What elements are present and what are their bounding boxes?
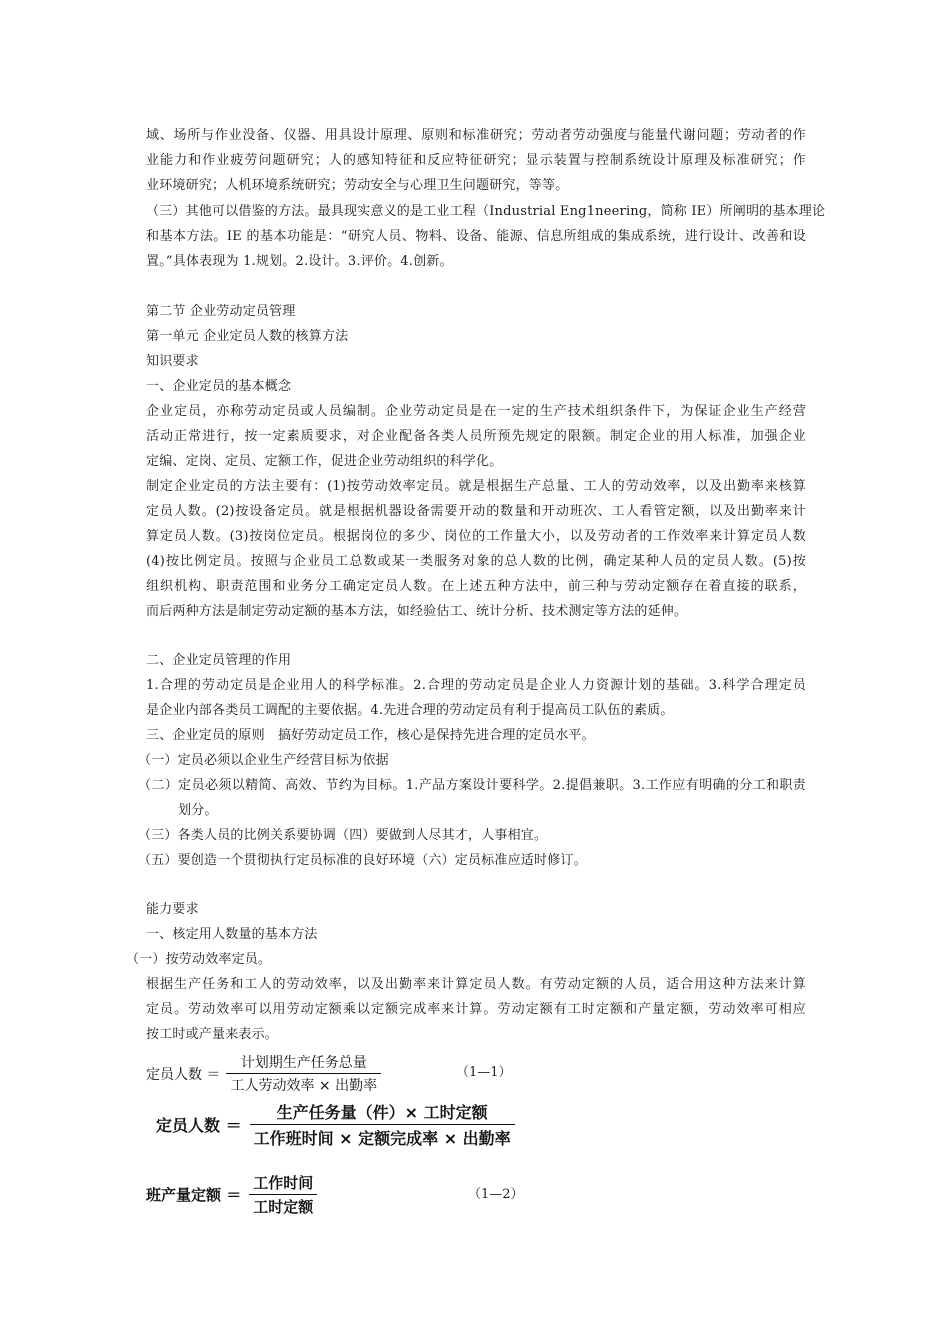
paragraph-line: (4)按比例定员。按照与企业员工总数或某一类服务对象的总人数的比例，确定某种人员的定员人数。(5)按 bbox=[146, 554, 806, 569]
formula-1-1 bbox=[146, 1052, 381, 1095]
fraction-denominator: 工作班时间 × 定额完成率 × 出勤率 bbox=[250, 1124, 515, 1149]
formula-1-2 bbox=[146, 1172, 317, 1217]
subheading: 三、企业定员的原则 搞好劳动定员工作，核心是保持先进合理的定员水平。 bbox=[146, 728, 595, 743]
fraction bbox=[249, 1172, 317, 1217]
paragraph-line: 企业定员，亦称劳动定员或人员编制。企业劳动定员是在一定的生产技术组织条件下，为保证企业生产经营 bbox=[146, 404, 806, 419]
subheading: 二、企业定员管理的作用 bbox=[146, 653, 292, 668]
section-heading: 第二节 企业劳动定员管理 bbox=[146, 304, 296, 319]
subheading: 知识要求 bbox=[146, 354, 199, 369]
paragraph-line: 按工时或产量来表示。 bbox=[146, 1027, 279, 1042]
paragraph-line: 1.合理的劳动定员是企业用人的科学标准。2.合理的劳动定员是企业人力资源计划的基础。3.科学合理定员 bbox=[146, 678, 806, 693]
paragraph-line: 定编、定岗、定员、定额工作，促进企业劳动组织的科学化。 bbox=[146, 454, 503, 469]
paragraph-line: 制定企业定员的方法主要有：(1)按劳动效率定员。就是根据生产总量、工人的劳动效率，以及出勤率来核算 bbox=[146, 479, 806, 494]
list-item: （五）要创造一个贯彻执行定员标准的良好环境（六）定员标准应适时修订。 bbox=[138, 853, 587, 868]
unit-heading: 第一单元 企业定员人数的核算方法 bbox=[146, 329, 349, 344]
fraction-numerator: 工作时间 bbox=[253, 1174, 314, 1192]
list-item-continuation: 划分。 bbox=[178, 803, 218, 818]
paragraph-line: 定员。劳动效率可以用劳动定额乘以定额完成率来计算。劳动定额有工时定额和产量定额，劳动效率可相应 bbox=[146, 1002, 806, 1017]
list-item: （一）按劳动效率定员。 bbox=[126, 952, 272, 967]
paragraph-line: 定员人数。(2)按设备定员。就是根据机器设备需要开动的数量和开动班次、工人看管定额，以及出勤率来计 bbox=[146, 504, 806, 519]
paragraph-line: 根据生产任务和工人的劳动效率，以及出勤率来计算定员人数。有劳动定额的人员，适合用这种方法来计算 bbox=[146, 977, 806, 992]
list-item: （一）定员必须以企业生产经营目标为依据 bbox=[138, 753, 389, 768]
paragraph-line: 活动正常进行，按一定素质要求，对企业配备各类人员所预先规定的限额。制定企业的用人标准，加强企业 bbox=[146, 429, 806, 444]
subheading: 一、企业定员的基本概念 bbox=[146, 379, 292, 394]
paragraph-line: 业能力和作业疲劳问题研究；人的感知特征和反应特征研究；显示装置与控制系统设计原理及标准研究；作 bbox=[146, 153, 806, 168]
fraction bbox=[226, 1052, 381, 1095]
equation-number: （1—1） bbox=[456, 1065, 512, 1080]
paragraph-line: 算定员人数。(3)按岗位定员。根据岗位的多少、岗位的工作量大小，以及劳动者的工作效率来计算定员人数 bbox=[146, 529, 806, 544]
list-item: （三）各类人员的比例关系要协调（四）要做到人尽其才，人事相宜。 bbox=[138, 828, 548, 843]
formula-lhs: 定员人数 ＝ bbox=[146, 1066, 221, 1083]
paragraph-line: 域、场所与作业没备、仪器、用具设计原理、原则和标准研究；劳动者劳动强度与能量代谢问题；劳动者的作 bbox=[146, 128, 806, 143]
paragraph-line: 业环境研究；人机环境系统研究；劳动安全与心理卫生问题研究，等等。 bbox=[146, 178, 569, 193]
formula-lhs: 定员人数 ＝ bbox=[156, 1116, 242, 1135]
paragraph-line: 是企业内部各类员工调配的主要依据。4.先进合理的劳动定员有利于提高员工队伍的素质。 bbox=[146, 703, 674, 718]
paragraph-line: 而后两种方法是制定劳动定额的基本方法，如经验估工、统计分析、技术测定等方法的延伸。 bbox=[146, 604, 688, 619]
paragraph-line: 和基本方法。IE 的基本功能是：“研究人员、物料、设备、能源、信息所组成的集成系统，进行设计、改善和设 bbox=[146, 229, 806, 244]
list-item: （二）定员必须以精简、高效、节约为目标。1.产品方案设计要科学。2.提倡兼职。3.工作应有明确的分工和职责 bbox=[138, 778, 806, 793]
subheading: 能力要求 bbox=[146, 902, 199, 917]
fraction-numerator: 计划期生产任务总量 bbox=[240, 1055, 367, 1071]
fraction bbox=[250, 1100, 515, 1149]
fraction-numerator: 生产任务量（件）× 工时定额 bbox=[276, 1103, 488, 1122]
fraction-denominator: 工人劳动效率 × 出勤率 bbox=[226, 1073, 381, 1095]
paragraph-line: （三）其他可以借鉴的方法。最具现实意义的是工业工程（Industrial Eng1neering，简称 IE）所阐明的基本理论 bbox=[146, 204, 826, 219]
subheading: 一、核定用人数量的基本方法 bbox=[146, 927, 318, 942]
formula-2 bbox=[156, 1100, 515, 1149]
paragraph-line: 组织机构、职责范围和业务分工确定定员人数。在上述五种方法中，前三种与劳动定额存在着直接的联系， bbox=[146, 579, 806, 594]
equation-number: （1—2） bbox=[468, 1187, 524, 1202]
paragraph-line: 置。”具体表现为 1.规划。2.设计。3.评价。4.创新。 bbox=[146, 254, 453, 269]
formula-lhs: 班产量定额 ＝ bbox=[146, 1186, 242, 1204]
fraction-denominator: 工时定额 bbox=[249, 1194, 317, 1217]
